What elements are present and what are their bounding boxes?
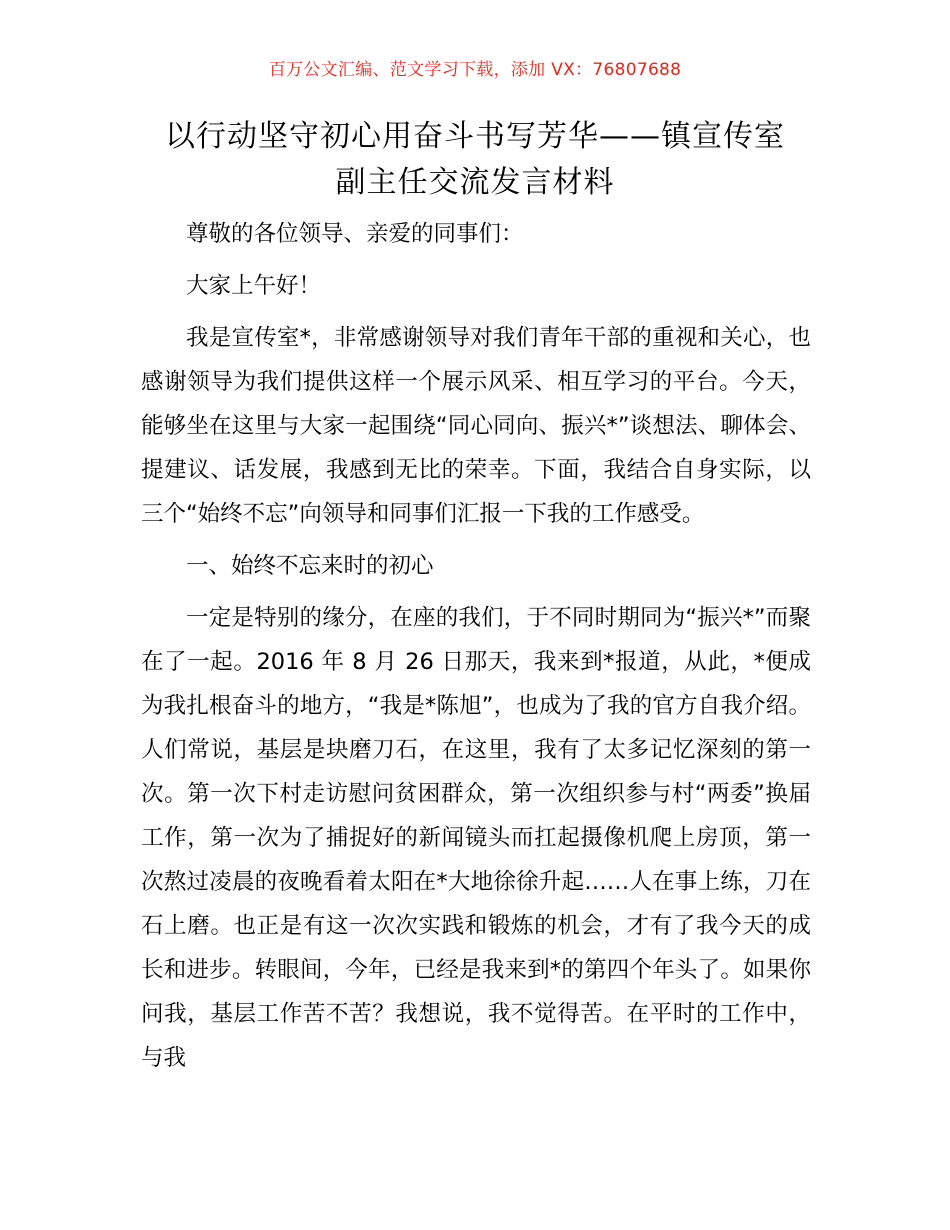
document-title xyxy=(140,114,810,206)
section-1-paragraph: 一定是特别的缘分，在座的我们，于不同时期同为“振兴*”而聚在了一起。2016 年 8 月 26 日那天，我来到*报道，从此，*便成为我扎根奋斗的地方，“我是*陈旭”，也成为了我的官方自我介绍。人们常说，基层是块磨刀石，在这里，我有了太多记忆深刻的第一次。第一次下村走访慰问贫困群众，第一次组织参与村“两委”换届工作，第一次为了捕捉好的新闻镜头而扛起摄像机爬上房顶，第一次熬过凌晨的夜晚看着太阳在*大地徐徐升起……人在事上练，刀在石上磨。也正是有这一次次实践和锻炼的机会，才有了我今天的成长和进步。转眼间，今年，已经是我来到*的第四个年头了。如果你问我，基层工作苦不苦？我想说，我不觉得苦。在平时的工作中，与我 xyxy=(141,605,811,1071)
header-banner: 百万公文汇编、范文学习下载，添加 VX：76807688 xyxy=(268,60,682,80)
intro-paragraph: 我是宣传室*，非常感谢领导对我们青年干部的重视和关心，也感谢领导为我们提供这样一个展示风采、相互学习的平台。今天，能够坐在这里与大家一起围绕“同心同向、振兴*”谈想法、聊体会、提建议、话发展，我感到无比的荣幸。下面，我结合自身实际，以三个“始终不忘”向领导和同事们汇报一下我的工作感受。 xyxy=(141,325,811,527)
document-body xyxy=(141,212,811,1080)
greeting: 大家上午好！ xyxy=(186,273,322,299)
section-heading-1: 一、始终不忘来时的初心 xyxy=(186,553,434,579)
title-line-1: 以行动坚守初心用奋斗书写芳华——镇宣传室 xyxy=(165,119,785,154)
title-line-2: 副主任交流发言材料 xyxy=(335,165,615,200)
salutation: 尊敬的各位领导、亲爱的同事们： xyxy=(186,221,524,247)
